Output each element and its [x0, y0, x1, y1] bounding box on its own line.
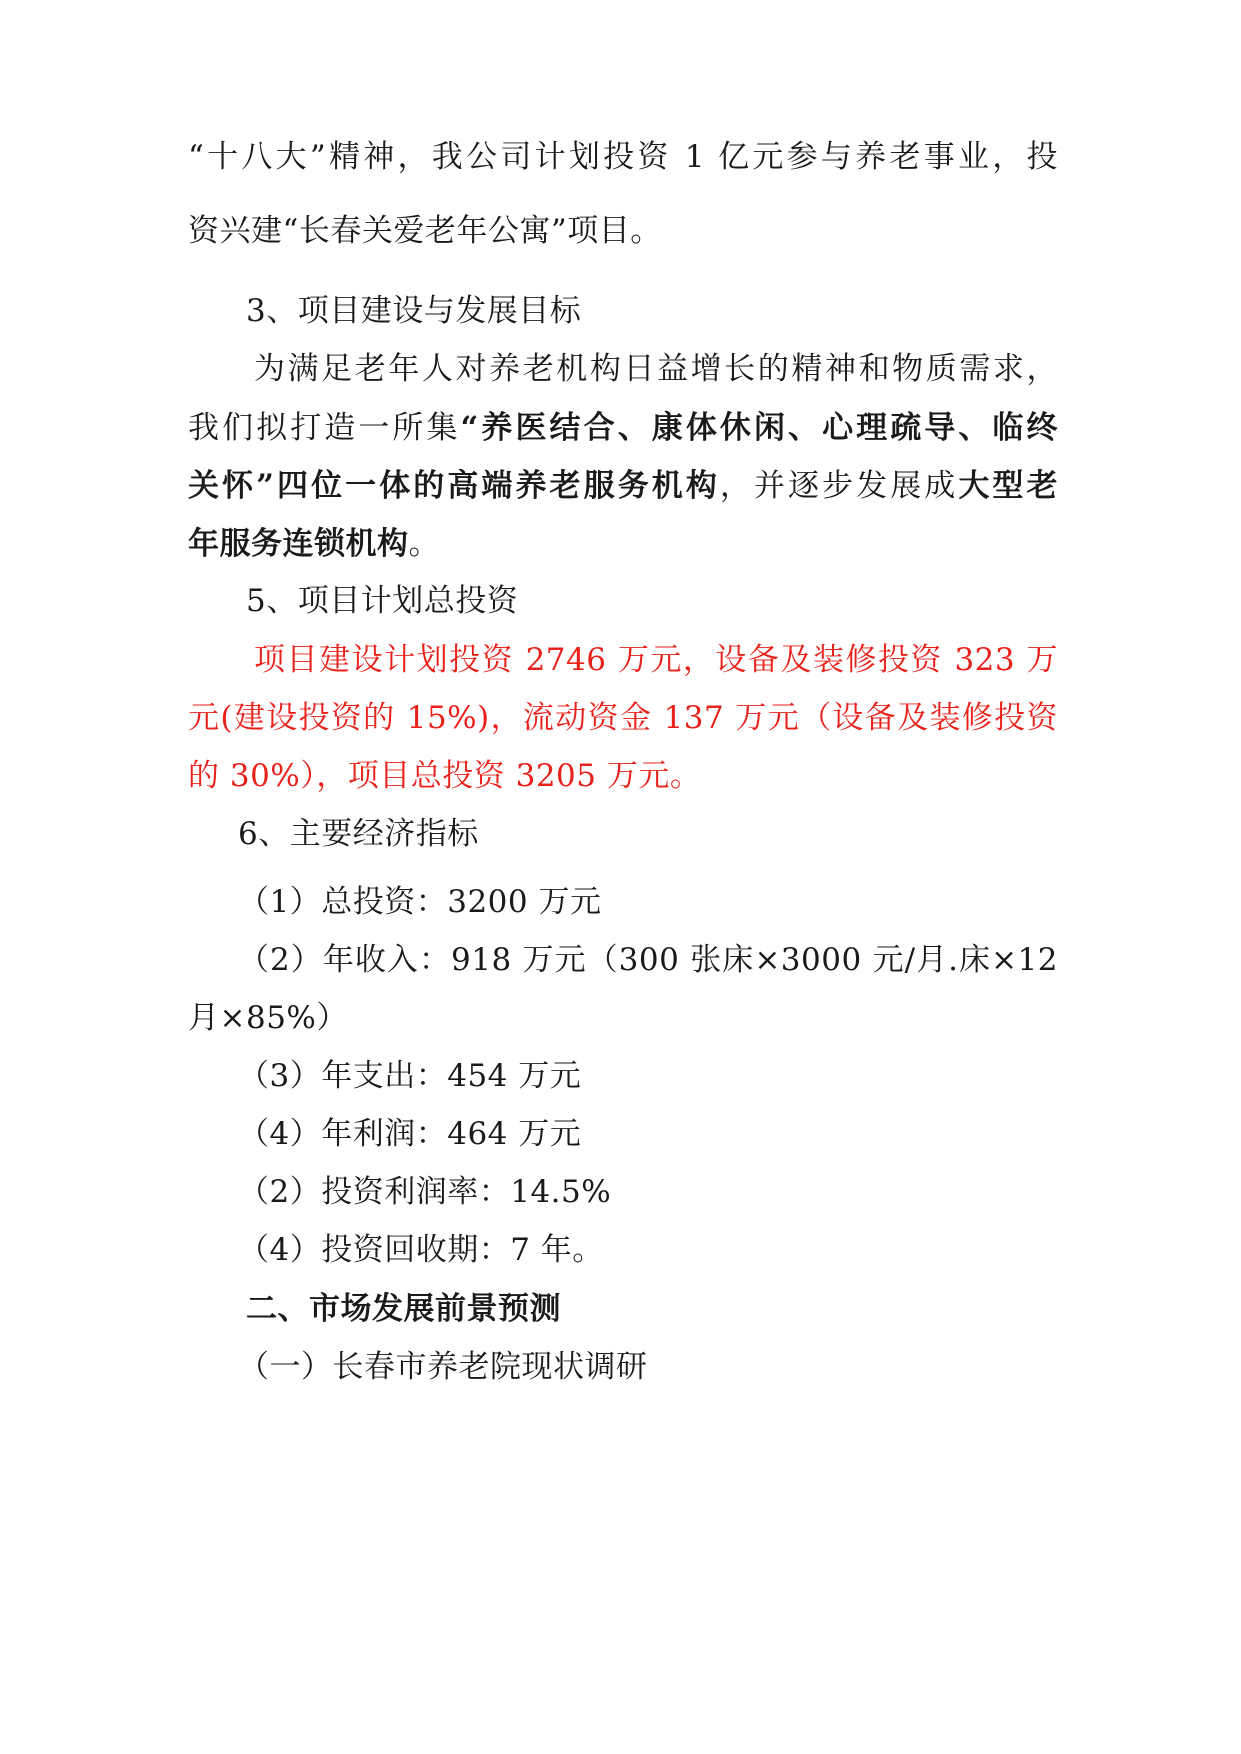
chapter-2-heading: 二、市场发展前景预测 [246, 1291, 561, 1327]
indicator-annual-income: （2）年收入：918 万元（300 张床×3000 元/月.床×12 [238, 942, 1058, 978]
indicator-profit-rate: （2）投资利润率：14.5% [238, 1174, 612, 1210]
chapter-2-subheading: （一）长春市养老院现状调研 [238, 1349, 648, 1385]
paragraph-bold-text: 年服务连锁机构 [188, 526, 409, 562]
section-3-heading: 3、项目建设与发展目标 [246, 293, 582, 329]
paragraph-text: ，并逐步发展成 [719, 468, 959, 504]
section-3-paragraph-line-4 [188, 524, 1058, 564]
section-3-paragraph-line-3 [188, 466, 1058, 506]
section-3-paragraph-line-1: 为满足老年人对养老机构日益增长的精神和物质需求， [254, 351, 1058, 387]
section-5-heading: 5、项目计划总投资 [246, 583, 519, 619]
indicator-total-investment: （1）总投资：3200 万元 [238, 884, 602, 920]
paragraph-text: 我们拟打造一所集 [188, 410, 461, 446]
intro-line-2: 资兴建“长春关爱老年公寓”项目。 [188, 213, 662, 249]
paragraph-bold-text: “养医结合、康体休闲、心理疏导、临终 [460, 410, 1058, 446]
section-3-paragraph-line-2 [188, 408, 1058, 448]
paragraph-bold-text: 大型老 [958, 468, 1058, 504]
indicator-annual-expense: （3）年支出：454 万元 [238, 1058, 582, 1094]
section-6-heading: 6、主要经济指标 [238, 816, 479, 852]
indicator-payback-period: （4）投资回收期：7 年。 [238, 1232, 604, 1268]
investment-line-2: 元(建设投资的 15%)，流动资金 137 万元（设备及装修投资 [188, 700, 1058, 736]
paragraph-bold-text: 关怀”四位一体的高端养老服务机构 [188, 468, 720, 504]
investment-line-3: 的 30%），项目总投资 3205 万元。 [188, 758, 702, 794]
intro-line-1: “十八大”精神，我公司计划投资 1 亿元参与养老事业，投 [188, 139, 1058, 175]
paragraph-text: 。 [408, 526, 440, 562]
indicator-annual-profit: （4）年利润：464 万元 [238, 1116, 582, 1152]
investment-line-1: 项目建设计划投资 2746 万元，设备及装修投资 323 万 [254, 642, 1058, 678]
indicator-annual-income-cont: 月×85%） [188, 1000, 348, 1036]
